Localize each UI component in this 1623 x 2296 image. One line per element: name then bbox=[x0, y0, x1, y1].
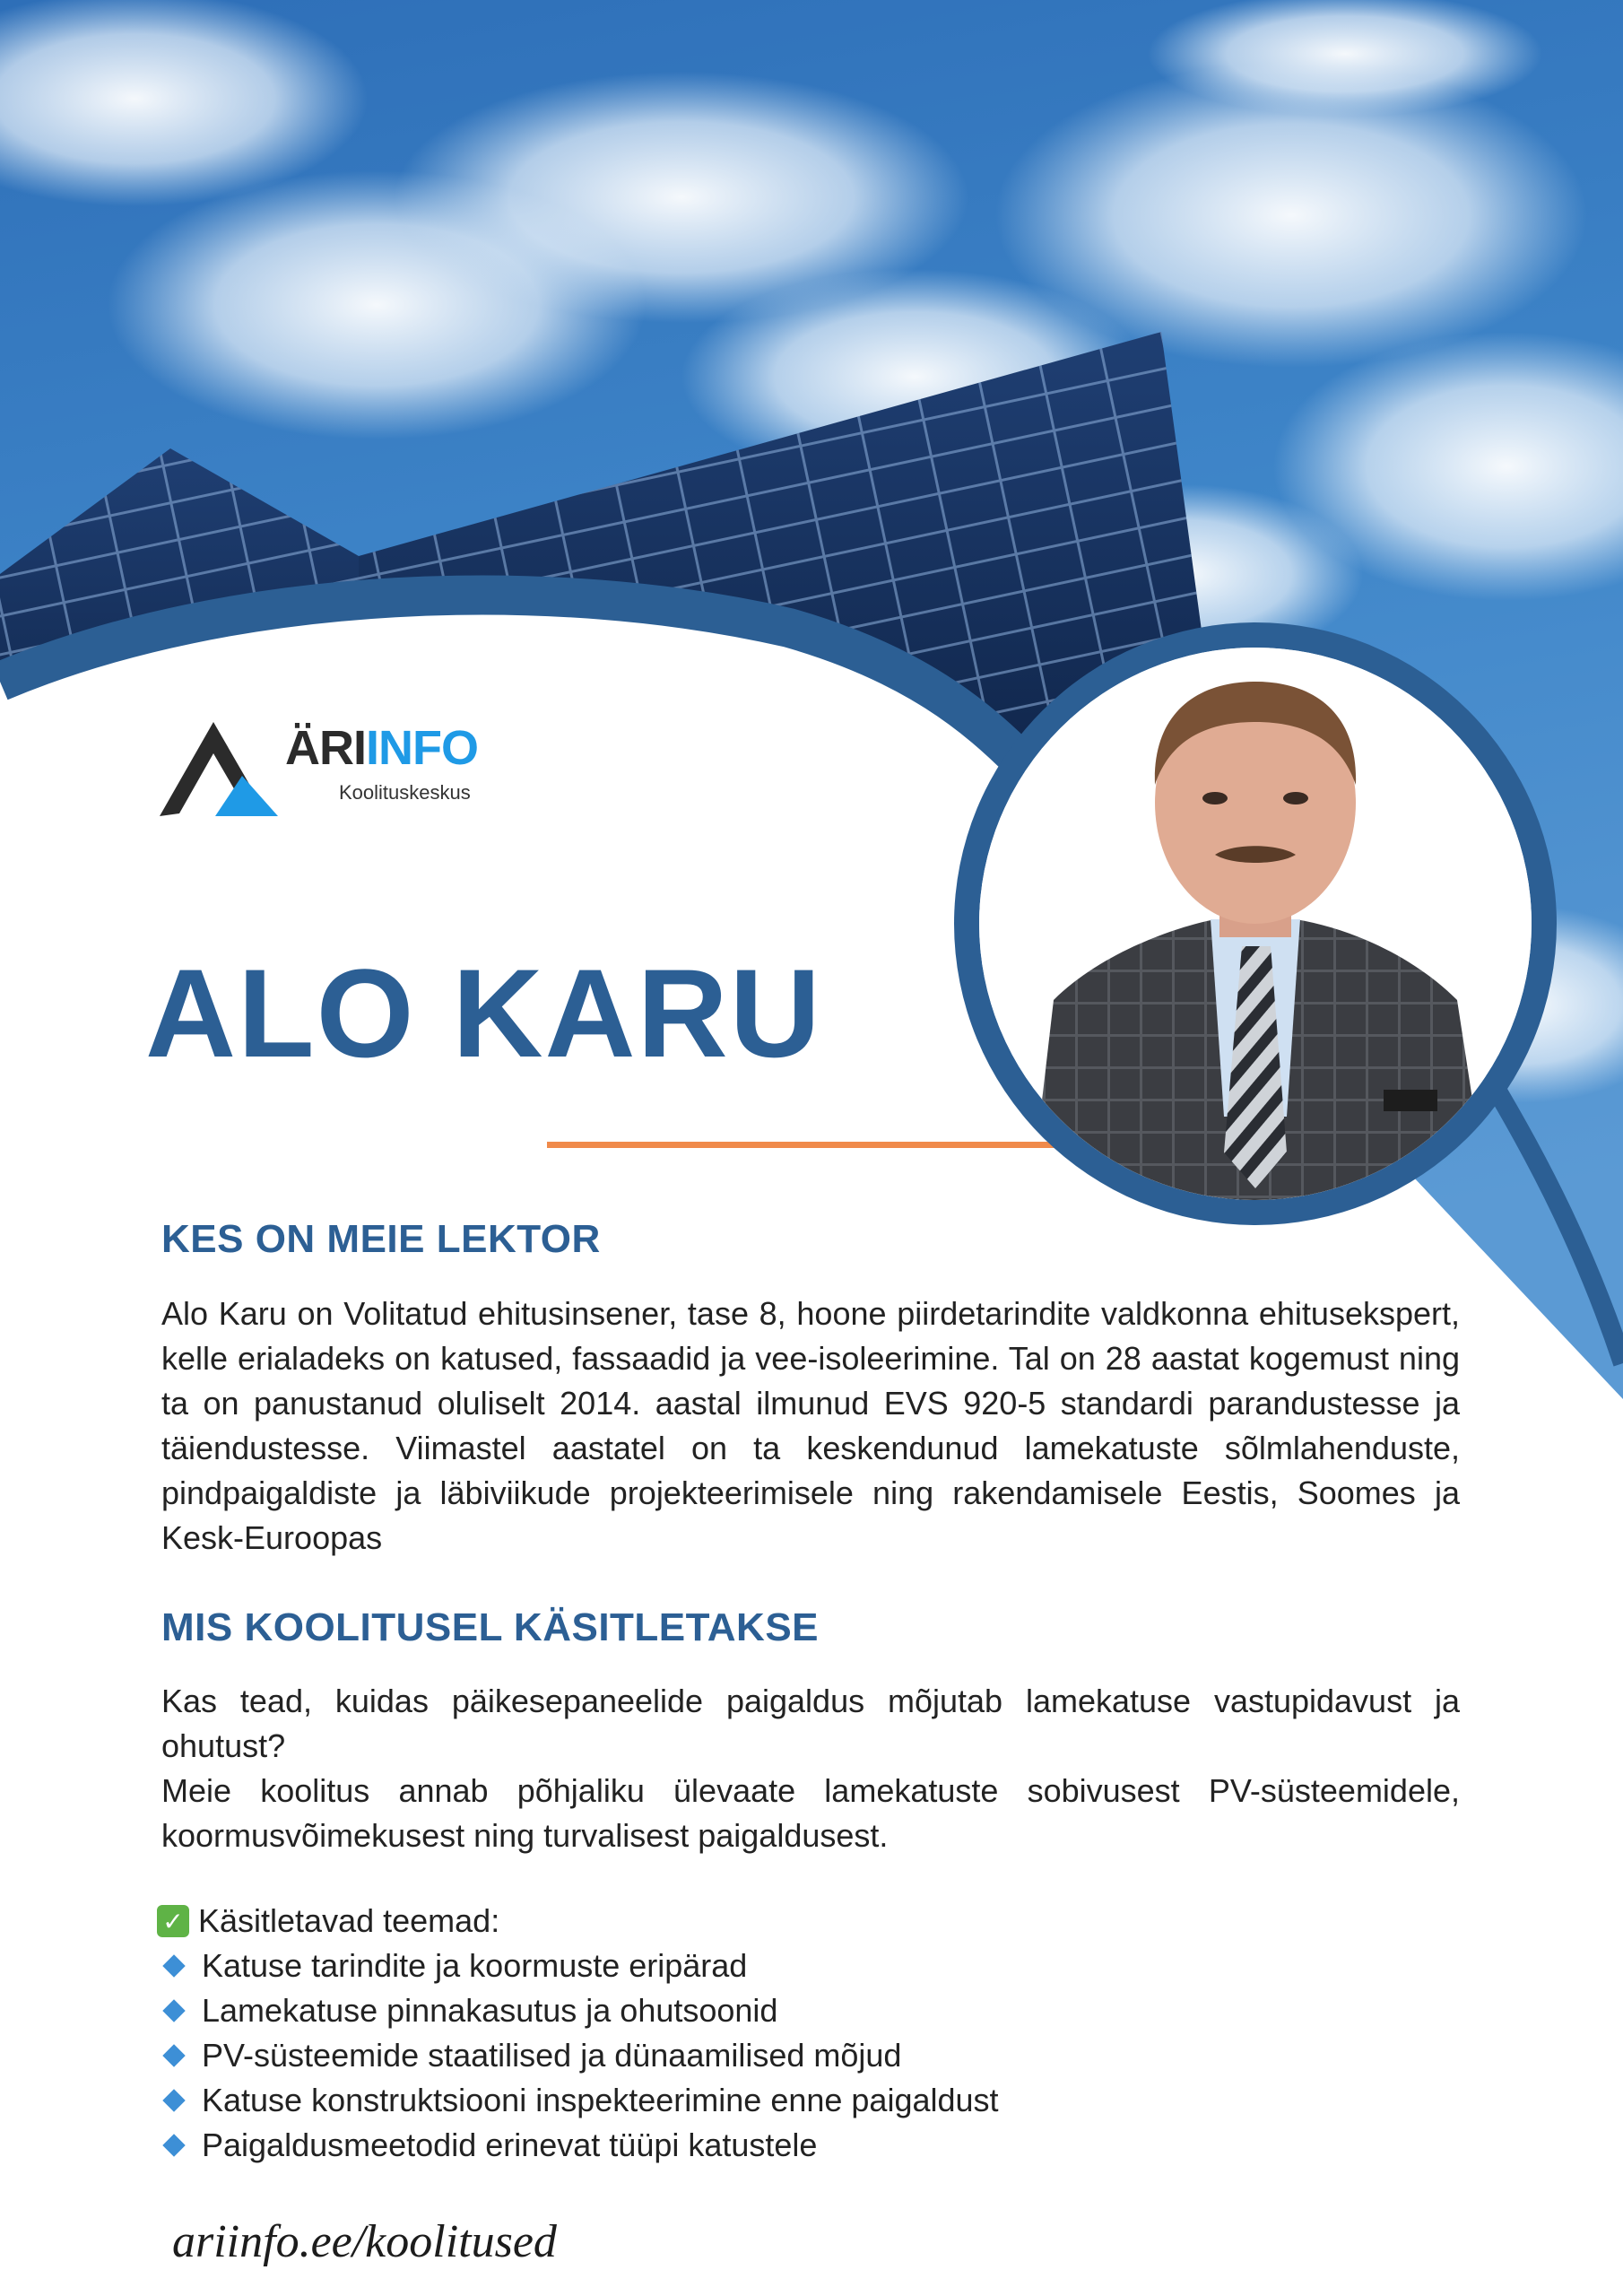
checkmark-icon: ✓ bbox=[157, 1905, 189, 1937]
brand-wordmark-part2: INFO bbox=[366, 721, 478, 775]
topic-text: Lamekatuse pinnakasutus ja ohutsoonid bbox=[202, 1992, 778, 2029]
brand-wordmark-part1: ÄRI bbox=[285, 721, 366, 775]
course-intro-question: Kas tead, kuidas päikesepaneelide paigaldus mõjutab lamekatuse vastupidavust ja ohutust? bbox=[161, 1683, 1460, 1764]
brand-wordmark bbox=[285, 721, 478, 775]
about-text: Alo Karu on Volitatud ehitusinsener, tase 8, hoone piirdetarindite valdkonna ehitusekspert, kelle erialadeks on katused, fassaadid ja vee-isoleerimine. Tal on 28 aastat kogemust ning ta on panustanud oluliselt 2014. aastal ilmunud EVS 920-5 standardi parandustesse ja täiendustesse. Viimastel aastatel on ta keskendunud lamekatuste sõlmlahenduste, pindpaigaldiste ja läbiviikude projekteerimisele ning rakendamisele Eestis, Soomes ja Kesk-Euroopas bbox=[161, 1295, 1460, 1556]
list-item bbox=[157, 2123, 1457, 2168]
brand-subtitle: Koolituskeskus bbox=[339, 781, 471, 804]
diamond-bullet-icon bbox=[162, 2044, 185, 2066]
list-item bbox=[157, 1988, 1457, 2033]
topics-label: Käsitletavad teemad: bbox=[198, 1902, 500, 1939]
diamond-bullet-icon bbox=[162, 2134, 185, 2156]
portrait-photo bbox=[946, 614, 1565, 1233]
topic-text: Katuse tarindite ja koormuste eripärad bbox=[202, 1947, 748, 1984]
course-intro-summary: Meie koolitus annab põhjaliku ülevaate lamekatuste sobivusest PV-süsteemidele, koormusvõimekusest ning turvalisest paigaldusest. bbox=[161, 1772, 1460, 1854]
topics-label-row bbox=[157, 1899, 1457, 1944]
website-link[interactable]: ariinfo.ee/koolitused bbox=[172, 2216, 557, 2267]
diamond-bullet-icon bbox=[162, 2089, 185, 2111]
topic-text: PV-süsteemide staatilised ja dünaamilised mõjud bbox=[202, 2037, 902, 2074]
list-item bbox=[157, 2033, 1457, 2078]
diamond-bullet-icon bbox=[162, 1999, 185, 2022]
topic-text: Katuse konstruktsiooni inspekteerimine enne paigaldust bbox=[202, 2082, 999, 2118]
topics-list bbox=[157, 1899, 1457, 2168]
list-item bbox=[157, 2078, 1457, 2123]
topic-text: Paigaldusmeetodid erinevat tüüpi katustele bbox=[202, 2126, 818, 2163]
brand-logo bbox=[152, 713, 493, 821]
triangle-logo-icon bbox=[152, 713, 287, 821]
list-item bbox=[157, 1944, 1457, 1988]
lecturer-name: ALO KARU bbox=[145, 943, 822, 1083]
diamond-bullet-icon bbox=[162, 1954, 185, 1977]
course-heading: MIS KOOLITUSEL KÄSITLETAKSE bbox=[161, 1605, 820, 1649]
about-heading: KES ON MEIE LEKTOR bbox=[161, 1217, 601, 1261]
